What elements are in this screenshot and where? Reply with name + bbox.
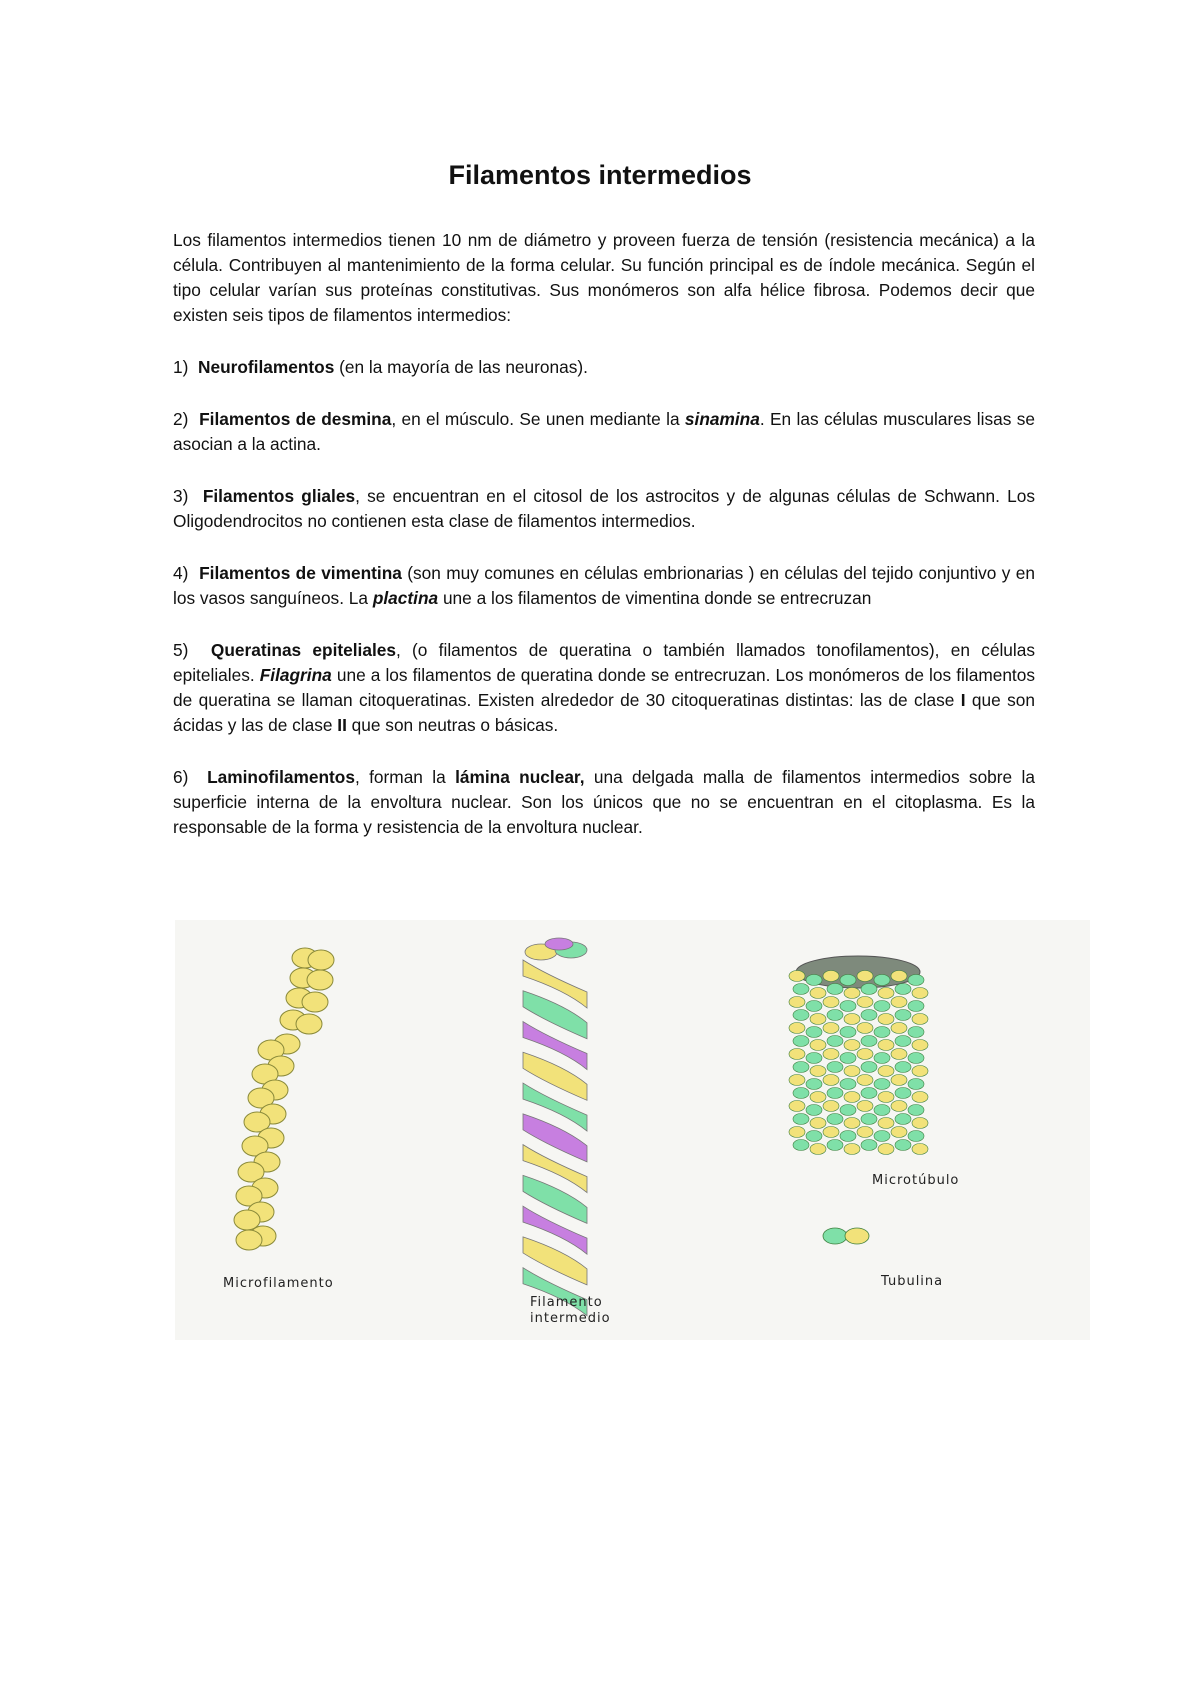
tubulin-subunit [861,984,877,995]
item-bold: I [960,690,966,710]
tubulin-subunit [895,1114,911,1125]
tubulin-subunit [857,997,873,1008]
tubulin-subunit [823,997,839,1008]
tubulin-subunit [857,1023,873,1034]
item-text: une a los filamentos de queratina donde se entrecruzan. Los monómeros de los filamentos de queratina se llaman citoqueratinas. Existen alrededor de 30 citoqueratinas distintas: las de clase [173,665,1035,710]
item-number: 4) [173,563,189,583]
tubulin-subunit [874,975,890,986]
item-text: , forman la [354,767,456,787]
tubulin-subunit [908,1001,924,1012]
list-item-3 [173,484,1035,534]
tubulin-subunit [840,1027,856,1038]
tubulin-subunit [840,1001,856,1012]
tubulin-subunit [844,988,860,999]
tubulin-subunit [827,1140,843,1151]
list-item-4 [173,561,1035,611]
tubulin-subunit [823,1023,839,1034]
tubulin-subunit [793,1010,809,1021]
actin-bead [302,992,328,1012]
tubulin-subunit [827,1114,843,1125]
tubulin-subunit [793,1140,809,1151]
tubulin-subunit [891,971,907,982]
tubulin-subunit [857,1127,873,1138]
tubulin-subunit [793,984,809,995]
document-body [173,228,1035,840]
tubulin-subunit [844,1040,860,1051]
actin-bead [307,970,333,990]
item-number: 5) [173,640,189,660]
tubulin-subunit [912,1066,928,1077]
tubulin-subunit [908,1131,924,1142]
tubulin-subunit [806,1001,822,1012]
tubulin-subunit [840,1079,856,1090]
tubulin-subunit [874,1053,890,1064]
tubulin-subunit [810,1014,826,1025]
tubulin-subunit [823,971,839,982]
tubulin-subunit [810,1144,826,1155]
item-text: que son neutras o básicas. [346,715,559,735]
item-text: , (o filamentos de queratina o también llamados tonofilamentos), en células epiteliales. [173,640,1035,685]
list-item-1 [173,355,1035,380]
actin-bead [236,1230,262,1250]
label-line-1: Filamento [530,1295,603,1310]
tubulin-subunit [844,1014,860,1025]
tubulin-subunit [878,1040,894,1051]
tubulin-subunit [912,988,928,999]
tubulin-subunit [806,1131,822,1142]
tubulin-subunit [827,984,843,995]
tubulin-subunit [840,1053,856,1064]
tubulin-subunit [908,1079,924,1090]
tubulin-subunit [844,1118,860,1129]
tubulin-subunit [912,1040,928,1051]
list-item-2 [173,407,1035,457]
tubulin-subunit [810,1066,826,1077]
tubulin-subunit [789,1075,805,1086]
tubulin-subunit [878,1144,894,1155]
item-bold: lámina nuclear, [455,767,585,787]
item-term: Neurofilamentos [197,357,335,377]
tubulin-subunit [874,1001,890,1012]
tubulin-subunit [878,1118,894,1129]
item-text: que son ácidas y las de clase [173,690,1035,735]
tubulin-subunit [895,1036,911,1047]
tubulin-subunit [861,1062,877,1073]
tubulin-subunit [793,1062,809,1073]
tubulin-subunit [810,1092,826,1103]
tubulin-subunit [806,1105,822,1116]
tubulin-subunit [908,975,924,986]
tubulin-subunit [912,1014,928,1025]
tubulin-subunit [793,1036,809,1047]
tubulin-subunit [857,1101,873,1112]
tubulin-subunit [878,1066,894,1077]
item-text: , en el músculo. Se unen mediante la [391,409,685,429]
tubulin-subunit [810,988,826,999]
tubulin-subunit [891,1101,907,1112]
item-text: una delgada malla de filamentos intermedios sobre la superficie interna de la envoltura nuclear. Son los únicos que no se encuentran en el citoplasma. Es la responsable de la forma y resistencia de la envoltura nuclear. [173,767,1035,837]
item-emphasis: sinamina [684,409,760,429]
tubulin-subunit [891,1127,907,1138]
tubulin-subunit [857,971,873,982]
tubulin-subunit [789,1049,805,1060]
tubulin-subunit [810,1040,826,1051]
tubulin-subunit [891,1075,907,1086]
list-item-6 [173,765,1035,840]
tubulin-subunit [806,1053,822,1064]
label-microtubulo: Microtúbulo [872,1173,960,1188]
label-line-2: intermedio [530,1311,611,1326]
tubulin-subunit [840,975,856,986]
label-tubulina: Tubulina [881,1274,944,1289]
tubulin-subunit [912,1092,928,1103]
tubulin-subunit [789,971,805,982]
strand-end [545,938,573,950]
tubulin-subunit [806,975,822,986]
tubulin-subunit [895,1140,911,1151]
tubulin-subunit [895,984,911,995]
tubulin-subunit [891,997,907,1008]
actin-bead [308,950,334,970]
tubulin-subunit [861,1140,877,1151]
actin-bead [296,1014,322,1034]
item-term: Filamentos de vimentina [199,563,402,583]
tubulin-subunit [878,1014,894,1025]
tubulin-subunit [874,1105,890,1116]
cytoskeleton-figure [175,920,1090,1340]
item-term: Laminofilamentos [207,767,355,787]
item-text: . En las células musculares lisas se asocian a la actina. [173,409,1035,454]
tubulin-subunit [895,1062,911,1073]
intro-paragraph: Los filamentos intermedios tienen 10 nm de diámetro y proveen fuerza de tensión (resistencia mecánica) a la célula. Contribuyen al mantenimiento de la forma celular. Su función principal es de índole mecánica. Según el tipo celular varían sus proteínas constitutivas. Sus monómeros son alfa hélice fibrosa. Podemos decir que existen seis tipos de filamentos intermedios: [173,230,1035,325]
tubulin-subunit [827,1088,843,1099]
tubulin-subunit [874,1131,890,1142]
tubulin-subunit [810,1118,826,1129]
tubulin-subunit [823,1075,839,1086]
item-term: Filamentos gliales [202,486,356,506]
item-text: (en la mayoría de las neuronas). [334,357,588,377]
tubulin-subunit [861,1036,877,1047]
tubulin-subunit [908,1027,924,1038]
tubulin-subunit [861,1010,877,1021]
tubulin-subunit [823,1049,839,1060]
tubulin-subunit [861,1114,877,1125]
tubulin-subunit [789,1023,805,1034]
beta-tubulin [845,1228,869,1244]
alpha-tubulin [823,1228,847,1244]
tubulin-subunit [844,1066,860,1077]
tubulin-subunit [891,1049,907,1060]
tubulin-subunit [912,1118,928,1129]
tubulin-subunit [857,1075,873,1086]
tubulin-subunit [806,1027,822,1038]
item-bold: II [337,715,347,735]
tubulin-subunit [823,1101,839,1112]
tubulin-subunit [844,1144,860,1155]
page-title: Filamentos intermedios [448,160,752,190]
tubulin-subunit [891,1023,907,1034]
list-item-5 [173,638,1035,738]
tubulin-subunit [878,988,894,999]
label-microfilamento: Microfilamento [223,1276,334,1291]
tubulin-subunit [793,1114,809,1125]
item-term: Queratinas epiteliales [210,640,396,660]
tubulin-subunit [861,1088,877,1099]
tubulin-subunit [789,1101,805,1112]
item-text: (son muy comunes en células embrionarias ) en células del tejido conjuntivo y en los vasos sanguíneos. La [173,563,1035,608]
tubulin-subunit [857,1049,873,1060]
item-number: 1) [173,357,189,377]
item-term: Filamentos de desmina [199,409,392,429]
tubulin-subunit [789,997,805,1008]
tubulin-subunit [827,1062,843,1073]
tubulin-subunit [895,1088,911,1099]
tubulin-subunit [823,1127,839,1138]
tubulin-subunit [895,1010,911,1021]
tubulin-subunit [840,1105,856,1116]
item-emphasis: plactina [372,588,439,608]
tubulin-subunit [912,1144,928,1155]
tubulin-subunit [874,1079,890,1090]
tubulin-subunit [806,1079,822,1090]
item-number: 2) [173,409,189,429]
tubulin-subunit [878,1092,894,1103]
label-filamento-intermedio [530,1295,611,1327]
item-emphasis: Filagrina [259,665,332,685]
tubulin-subunit [908,1105,924,1116]
tubulin-subunit [827,1036,843,1047]
tubulin-subunit [874,1027,890,1038]
tubulin-subunit [827,1010,843,1021]
tubulin-subunit [793,1088,809,1099]
tubulin-subunit [844,1092,860,1103]
tubulin-subunit [908,1053,924,1064]
item-number: 6) [173,767,189,787]
tubulin-subunit [789,1127,805,1138]
item-text: , se encuentran en el citosol de los astrocitos y de algunas células de Schwann. Los Oligodendrocitos no contienen esta clase de filamentos intermedios. [173,486,1036,531]
item-number: 3) [173,486,189,506]
item-text: une a los filamentos de vimentina donde se entrecruzan [438,588,872,608]
tubulin-subunit [840,1131,856,1142]
